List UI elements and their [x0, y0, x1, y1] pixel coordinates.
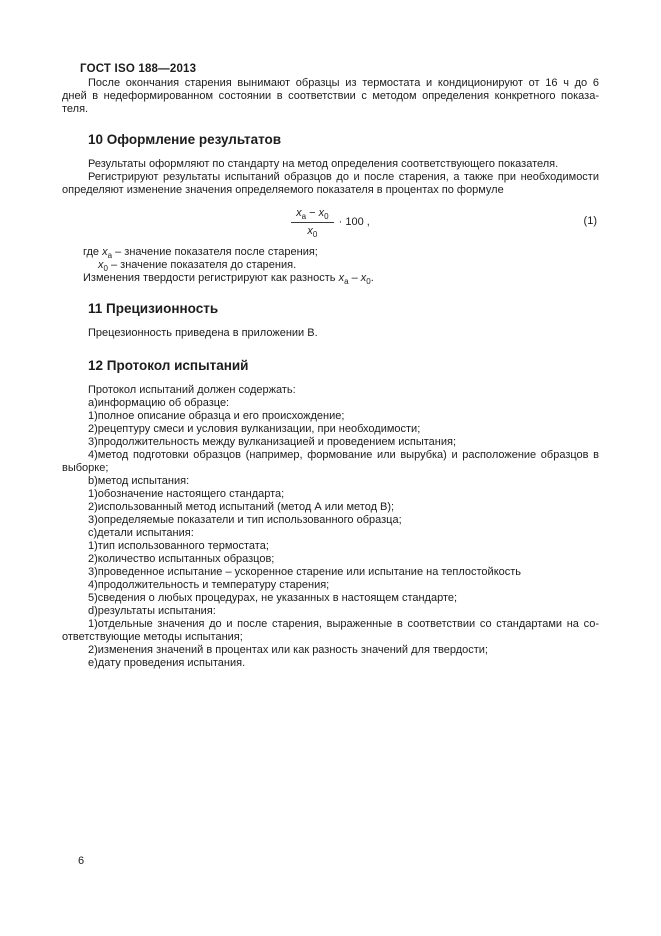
formula-numerator: $x_a - x_0$ [291, 207, 333, 223]
text-line: Протокол испытаний должен содержать: [88, 384, 296, 396]
text-line: Прецезионность приведена в приложении В. [88, 327, 318, 339]
section-10-heading: 10 Оформление результатов [88, 132, 282, 147]
page-number: 6 [78, 855, 85, 867]
text-line: Изменения твердости регистрируют как разность $x_a - x_0$. [83, 272, 374, 287]
section-11-heading: 11 Прецизионность [88, 301, 219, 316]
text-line: 2)использованный метод испытаний (метод А или метод В); [88, 501, 395, 513]
page-body [62, 77, 599, 670]
text-line: 2)рецептуру смеси и условия вулканизации, при необходимости; [88, 423, 421, 435]
running-header: ГОСТ ISO 188—2013 [80, 63, 197, 75]
text-line: Регистрируют результаты испытаний образцов до и после старения, а также при необходимости [88, 171, 599, 183]
text-line: 2)количество испытанных образцов; [88, 553, 275, 565]
text-line: e)дату проведения испытания. [88, 657, 246, 669]
text-line: 3)определяемые показатели и тип использованного образца; [88, 514, 402, 526]
text-line: 1)обозначение настоящего стандарта; [88, 488, 285, 500]
text-line: b)метод испытания: [88, 475, 190, 487]
text-line: выборке; [62, 462, 109, 474]
text-line: Результаты оформляют по стандарту на метод определения соответствующего показателя. [88, 158, 559, 170]
section-12-heading: 12 Протокол испытаний [88, 358, 249, 373]
text-line: a)информацию об образце: [88, 397, 230, 409]
text-line: ответствующие методы испытания; [62, 631, 243, 643]
formula-equation-number: (1) [583, 215, 597, 227]
text-line: 1)полное описание образца и его происхождение; [88, 410, 345, 422]
text-line: 2)изменения значений в процентах или как разность значений для твердости; [88, 644, 488, 656]
text-line: 1)отдельные значения до и после старения, выраженные в соответствии со стандартами на со- [88, 618, 599, 630]
section-11-paragraph [62, 327, 599, 340]
text-line: d)результаты испытания: [88, 605, 216, 617]
text-line: После окончания старения вынимают образцы из термостата и кондиционируют от 16 ч до 6 [88, 77, 599, 89]
text-line: c)детали испытания: [88, 527, 194, 539]
text-line: определяют изменение значения определяемого показателя в процентах по формуле [62, 184, 504, 196]
text-line: дней в недеформированном состоянии в соответствии с методом определения конкретного показа- [62, 90, 599, 102]
text-line: 3)продолжительность между вулканизацией и проведением испытания; [88, 436, 457, 448]
text-line: 1)тип использованного термостата; [88, 540, 269, 552]
formula [62, 204, 599, 240]
text-line: где $x_a$ – значение показателя после старения; [83, 246, 318, 261]
text-line: 3)проведенное испытание – ускоренное старение или испытание на теплостойкость [88, 566, 522, 578]
section-10-paragraph [62, 158, 599, 197]
test-report-list [62, 384, 599, 670]
text-line: $x_0$ – значение показателя до старения. [98, 259, 297, 274]
formula-where-block [62, 246, 599, 285]
text-line: теля. [62, 103, 89, 115]
formula-denominator: $x_0$ [307, 224, 318, 239]
text-line: 5)сведения о любых процедурах, не указанных в настоящем стандарте; [88, 592, 458, 604]
text-line: 4)метод подготовки образцов (например, формование или вырубка) и расположение образцов в [88, 449, 599, 461]
formula-fraction [291, 207, 333, 238]
formula-factor: · 100 , [338, 215, 370, 228]
intro-paragraph [62, 77, 599, 116]
text-line: 4)продолжительность и температуру старения; [88, 579, 330, 591]
